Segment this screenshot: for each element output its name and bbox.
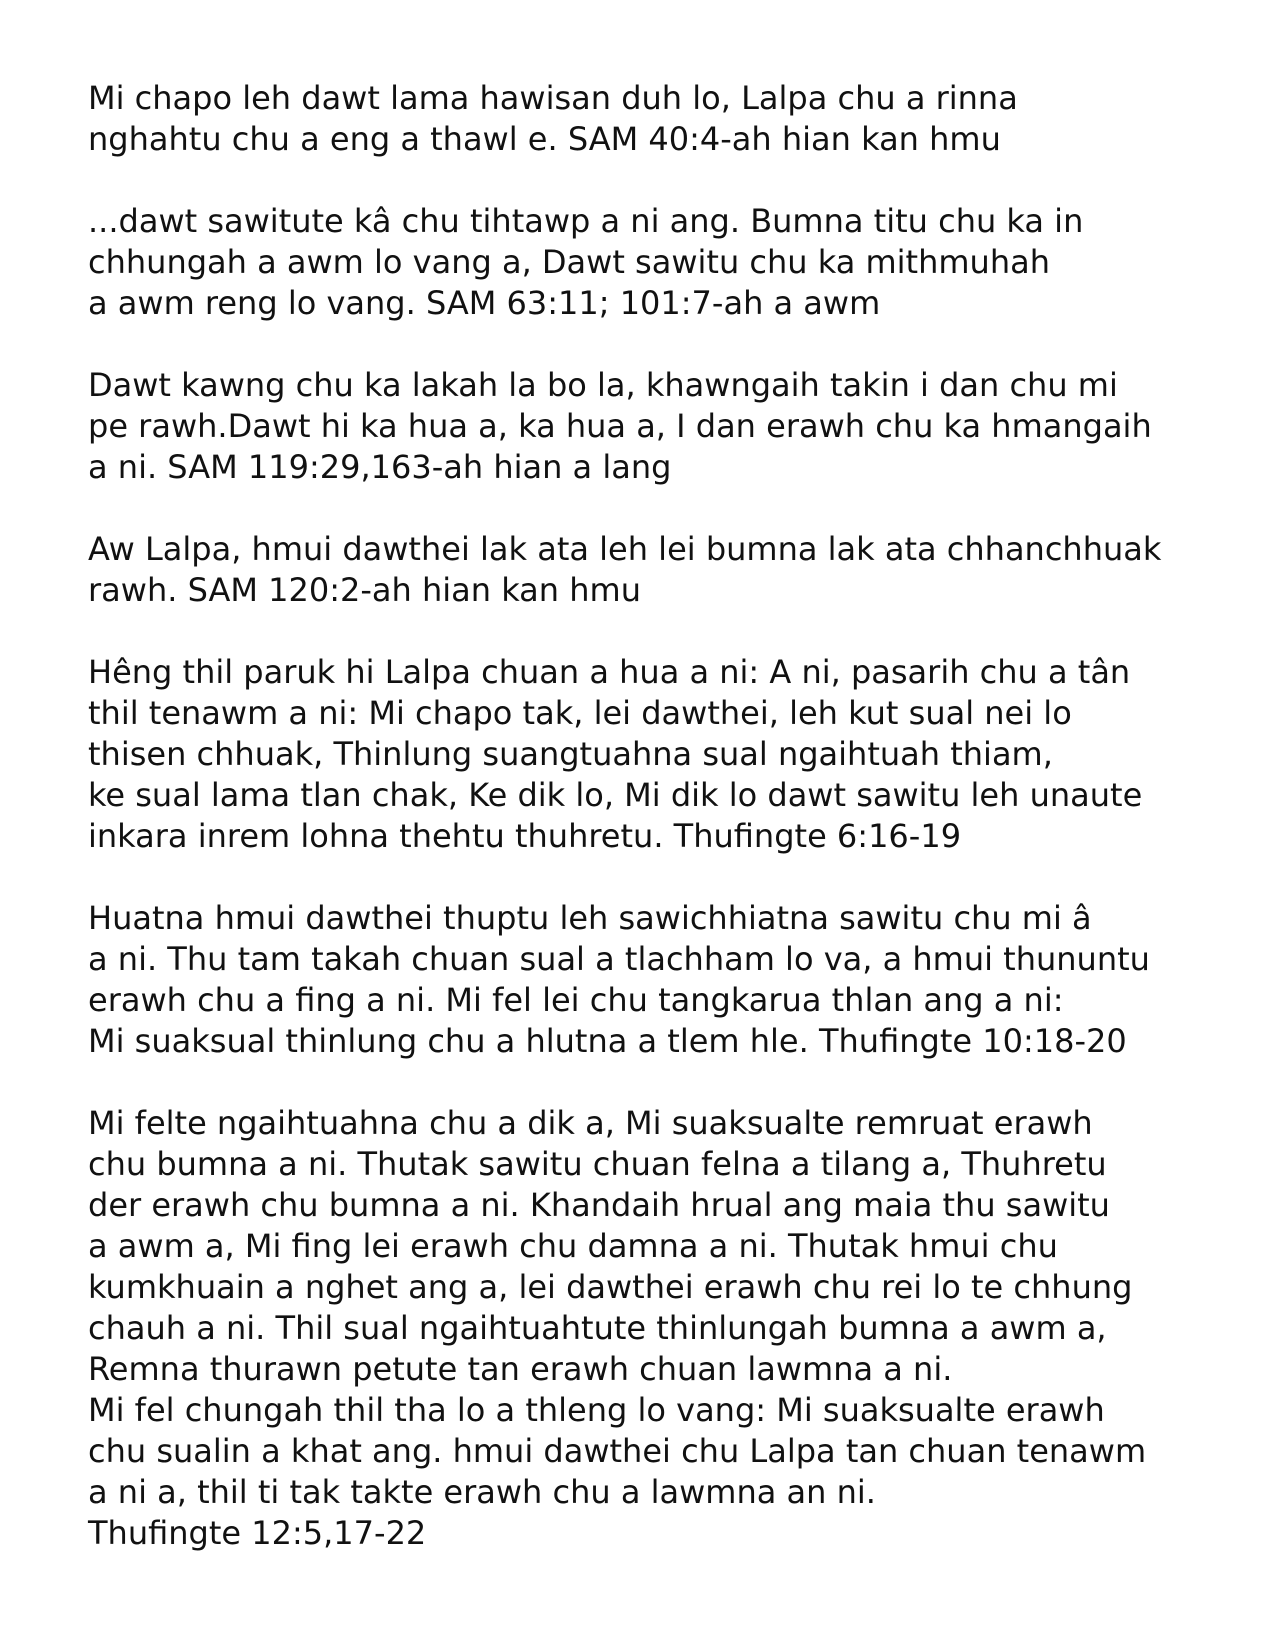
paragraph-4 xyxy=(88,529,1238,611)
text-line: thil tenawm a ni: Mi chapo tak, lei dawthei, leh kut sual nei lo xyxy=(88,694,1072,732)
text-line: Huatna hmui dawthei thuptu leh sawichhiatna sawitu chu mi â xyxy=(88,899,1092,937)
text-line: a ni. Thu tam takah chuan sual a tlachham lo va, a hmui thununtu xyxy=(88,940,1150,978)
text-line: der erawh chu bumna a ni. Khandaih hrual ang maia thu sawitu xyxy=(88,1186,1110,1224)
paragraph-3 xyxy=(88,365,1238,488)
text-line: Aw Lalpa, hmui dawthei lak ata leh lei bumna lak ata chhanchhuak xyxy=(88,530,1162,568)
text-line: chu bumna a ni. Thutak sawitu chuan felna a tilang a, Thuhretu xyxy=(88,1145,1107,1183)
text-line: thisen chhuak, Thinlung suangtuahna sual ngaihtuah thiam, xyxy=(88,735,1053,773)
text-line: inkara inrem lohna thehtu thuhretu. Thufingte 6:16-19 xyxy=(88,817,962,855)
text-line: Mi felte ngaihtuahna chu a dik a, Mi suaksualte remruat erawh xyxy=(88,1104,1093,1142)
text-line: chauh a ni. Thil sual ngaihtuahtute thinlungah bumna a awm a, xyxy=(88,1309,1107,1347)
text-line: ke sual lama tlan chak, Ke dik lo, Mi dik lo dawt sawitu leh unaute xyxy=(88,776,1143,814)
text-line: Mi chapo leh dawt lama hawisan duh lo, Lalpa chu a rinna xyxy=(88,79,1018,117)
paragraph-6 xyxy=(88,898,1238,1062)
text-line: a awm a, Mi fing lei erawh chu damna a ni. Thutak hmui chu xyxy=(88,1227,1058,1265)
text-line: a awm reng lo vang. SAM 63:11; 101:7-ah a awm xyxy=(88,284,881,322)
text-line: pe rawh.Dawt hi ka hua a, ka hua a, I dan erawh chu ka hmangaih xyxy=(88,407,1152,445)
text-line: Mi fel chungah thil tha lo a thleng lo vang: Mi suaksualte erawh xyxy=(88,1391,1105,1429)
paragraph-7 xyxy=(88,1103,1238,1554)
text-line: rawh. SAM 120:2-ah hian kan hmu xyxy=(88,571,641,609)
paragraph-1 xyxy=(88,78,1238,160)
text-line: a ni. SAM 119:29,163-ah hian a lang xyxy=(88,448,672,486)
text-line: Thufingte 12:5,17-22 xyxy=(88,1514,427,1552)
document-body xyxy=(88,78,1238,1554)
text-line: Mi suaksual thinlung chu a hlutna a tlem hle. Thufingte 10:18-20 xyxy=(88,1022,1127,1060)
text-line: ...dawt sawitute kâ chu tihtawp a ni ang. Bumna titu chu ka in xyxy=(88,202,1084,240)
text-line: Hêng thil paruk hi Lalpa chuan a hua a ni: A ni, pasarih chu a tân xyxy=(88,653,1131,691)
text-line: nghahtu chu a eng a thawl e. SAM 40:4-ah hian kan hmu xyxy=(88,120,1001,158)
text-line: chu sualin a khat ang. hmui dawthei chu Lalpa tan chuan tenawm xyxy=(88,1432,1147,1470)
text-line: kumkhuain a nghet ang a, lei dawthei erawh chu rei lo te chhung xyxy=(88,1268,1133,1306)
paragraph-2 xyxy=(88,201,1238,324)
paragraph-5 xyxy=(88,652,1238,857)
text-line: chhungah a awm lo vang a, Dawt sawitu chu ka mithmuhah xyxy=(88,243,1050,281)
text-line: erawh chu a fing a ni. Mi fel lei chu tangkarua thlan ang a ni: xyxy=(88,981,1064,1019)
text-line: Dawt kawng chu ka lakah la bo la, khawngaih takin i dan chu mi xyxy=(88,366,1118,404)
text-line: a ni a, thil ti tak takte erawh chu a lawmna an ni. xyxy=(88,1473,876,1511)
text-line: Remna thurawn petute tan erawh chuan lawmna a ni. xyxy=(88,1350,953,1388)
